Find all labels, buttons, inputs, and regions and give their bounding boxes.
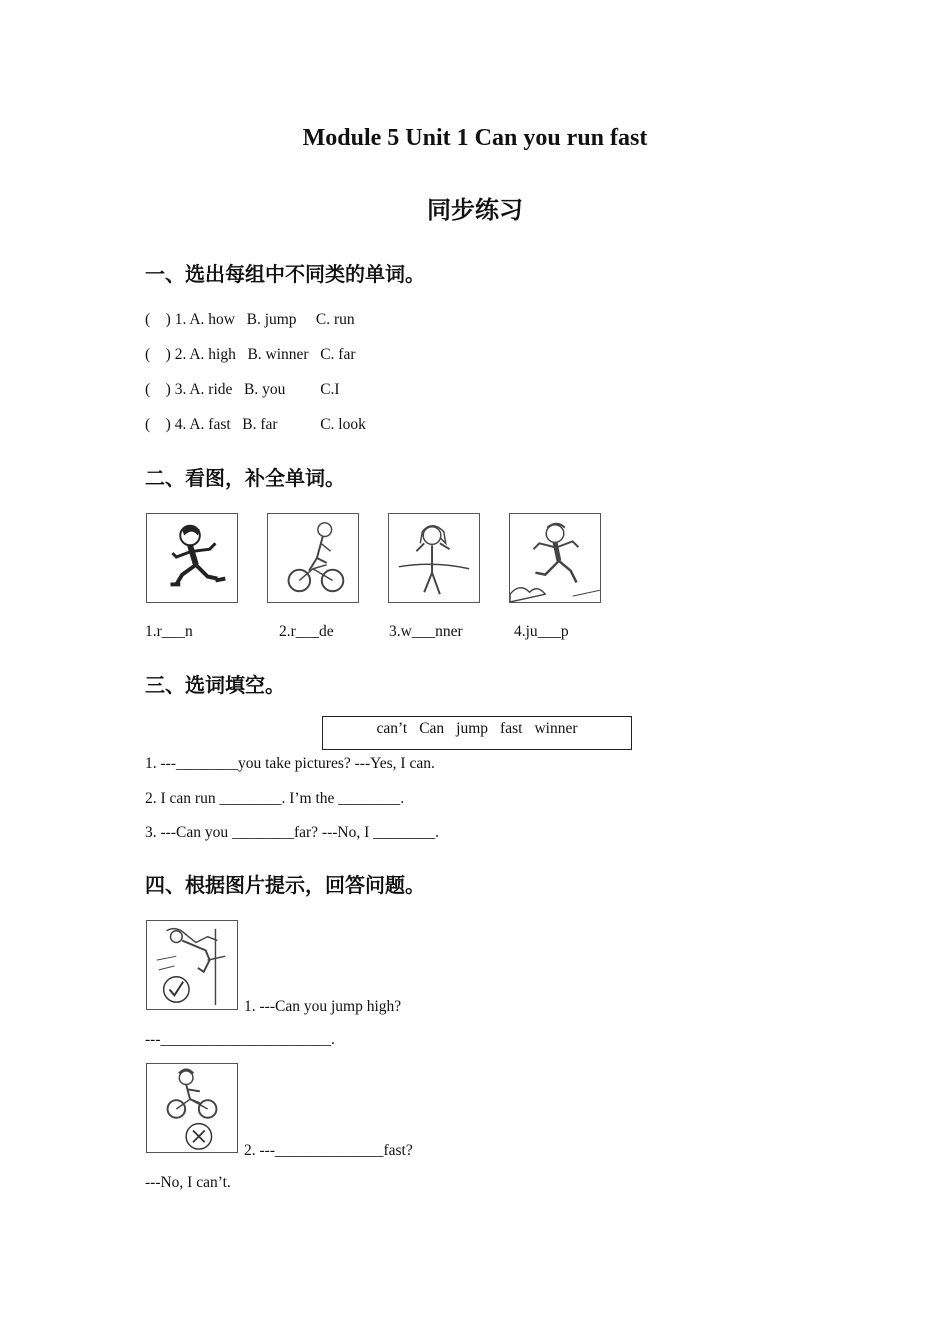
word-bank-item: winner [534, 720, 578, 737]
section3-item-2: 2. I can run ________. I’m the ________. [145, 790, 405, 807]
page-subtitle: 同步练习 [427, 196, 523, 224]
section4-answer-1: ---______________________. [145, 1031, 335, 1048]
section1-item-3: ( ) 3. A. ride B. you C.I [145, 381, 340, 398]
section4-answer-2: ---No, I can’t. [145, 1174, 231, 1191]
section3-item-3: 3. ---Can you ________far? ---No, I ________. [145, 824, 440, 841]
section2-heading: 二、看图，补全单词。 [145, 466, 345, 490]
section1-item-1: ( ) 1. A. how B. jump C. run [145, 311, 355, 328]
section4-question-1: 1. ---Can you jump high? [244, 998, 402, 1015]
word-bank [322, 716, 632, 750]
section1-item-2: ( ) 2. A. high B. winner C. far [145, 346, 356, 363]
boy-riding-bike-image [267, 513, 359, 603]
boy-jumping-image [509, 513, 601, 603]
word-blank-4: 4.ju___p [514, 623, 569, 640]
word-bank-item: fast [500, 720, 523, 737]
section4-heading: 四、根据图片提示，回答问题。 [145, 873, 425, 897]
section4-question-2: 2. ---______________fast? [244, 1142, 413, 1159]
word-blank-1: 1.r___n [145, 623, 193, 640]
section1-item-4: ( ) 4. A. fast B. far C. look [145, 416, 366, 433]
word-blank-2: 2.r___de [279, 623, 334, 640]
high-jump-check-image [146, 920, 238, 1010]
page-title: Module 5 Unit 1 Can you run fast [302, 125, 648, 151]
running-boy-image [146, 513, 238, 603]
word-bank-item: jump [456, 720, 489, 737]
word-bank-item: Can [419, 720, 445, 737]
cyclist-cross-image [146, 1063, 238, 1153]
section1-heading: 一、选出每组中不同类的单词。 [145, 262, 425, 286]
section3-item-1: 1. ---________you take pictures? ---Yes, I can. [145, 755, 435, 772]
word-bank-item: can’t [376, 720, 408, 737]
section3-heading: 三、选词填空。 [145, 673, 285, 697]
word-blank-3: 3.w___nner [389, 623, 463, 640]
girl-winner-image [388, 513, 480, 603]
